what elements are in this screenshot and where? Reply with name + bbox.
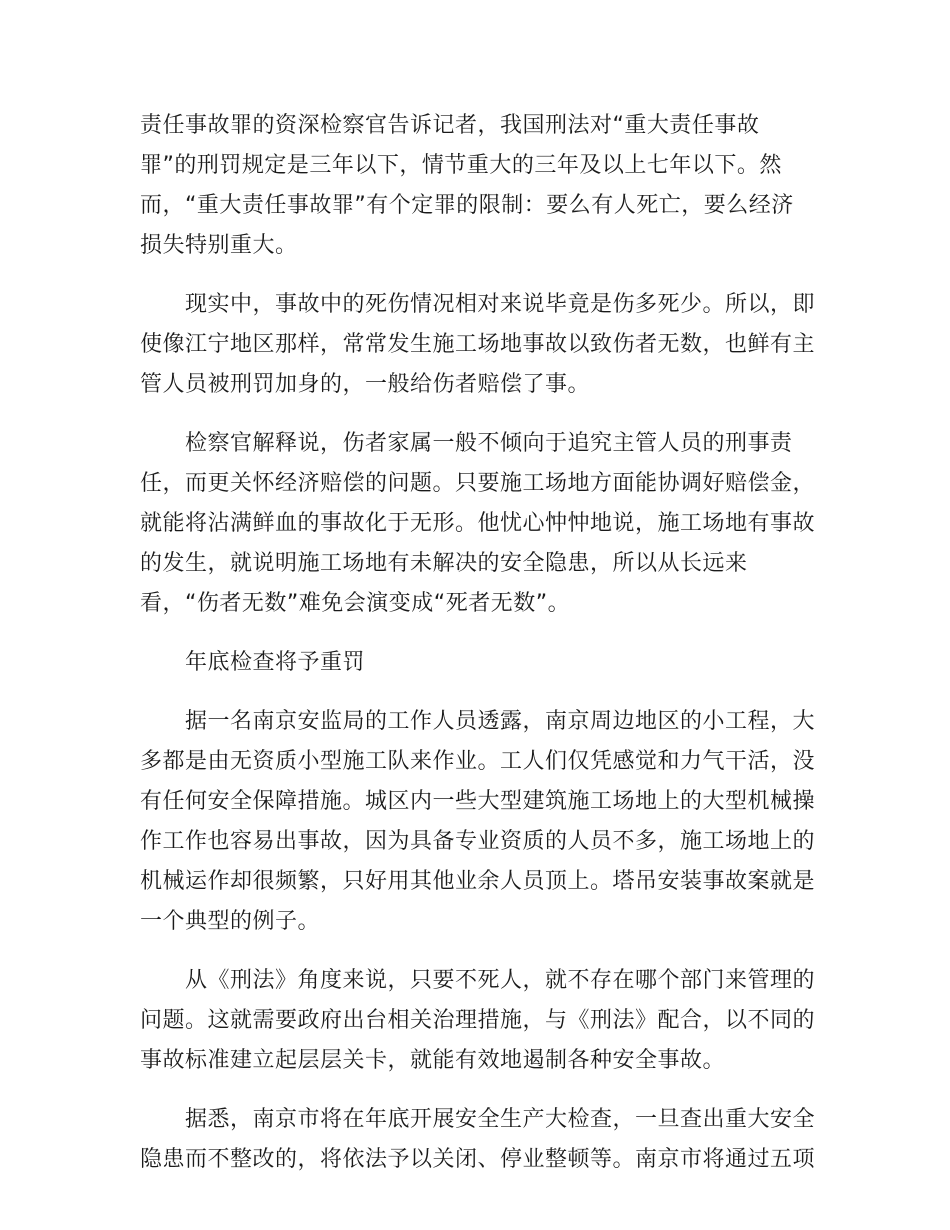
document-body: [140, 106, 816, 1180]
text-line: 损失特别重大。: [140, 233, 298, 258]
text-line: 检察官解释说，伤者家属一般不倾向于追究主管人员的刑事责: [185, 431, 793, 456]
text-line: 管人员被刑罚加身的，一般给伤者赔偿了事。: [140, 372, 591, 397]
text-line: 多都是由无资质小型施工队来作业。工人们仅凭感觉和力气干活，没: [140, 749, 816, 774]
section-heading: [140, 643, 800, 683]
text-line: 责任事故罪的资深检察官告诉记者，我国刑法对“重大责任事故: [140, 113, 760, 138]
text-line: 据一名南京安监局的工作人员透露，南京周边地区的小工程，大: [185, 709, 816, 734]
text-line: 有任何安全保障措施。城区内一些大型建筑施工场地上的大型机械操: [140, 789, 816, 814]
text-line: 作工作也容易出事故，因为具备专业资质的人员不多，施工场地上的: [140, 829, 816, 854]
text-line: 隐患而不整改的，将依法予以关闭、停业整顿等。南京市将通过五项: [140, 1147, 816, 1172]
text-line: 看，“伤者无数”难免会演变成“死者无数”。: [140, 591, 571, 616]
text-line: 事故标准建立起层层关卡，就能有效地遏制各种安全事故。: [140, 1048, 726, 1073]
text-line: 现实中，事故中的死伤情况相对来说毕竟是伤多死少。所以，即: [185, 292, 816, 317]
text-line: 罪”的刑罚规定是三年以下，情节重大的三年及以上七年以下。然: [140, 153, 782, 178]
text-line: 问题。这就需要政府出台相关治理措施，与《刑法》配合，以不同的: [140, 1008, 816, 1033]
text-line: 据悉，南京市将在年底开展安全生产大检查，一旦查出重大安全: [185, 1107, 816, 1132]
paragraph-1: [140, 106, 800, 266]
text-line: 机械运作却很频繁，只好用其他业余人员顶上。塔吊安装事故案就是: [140, 869, 816, 894]
paragraph-5: [140, 702, 816, 942]
text-line: 任，而更关怀经济赔偿的问题。只要施工场地方面能协调好赔偿金，: [140, 471, 816, 496]
text-line: 的发生，就说明施工场地有未解决的安全隐患，所以从长远来: [140, 551, 748, 576]
paragraph-3: [140, 424, 816, 624]
text-line: 一个典型的例子。: [140, 909, 321, 934]
section-heading-text: 年底检查将予重罚: [185, 650, 366, 675]
text-line: 使像江宁地区那样，常常发生施工场地事故以致伤者无数，也鲜有主: [140, 332, 816, 357]
paragraph-2: [140, 285, 816, 405]
text-line: 从《刑法》角度来说，只要不死人，就不存在哪个部门来管理的: [185, 968, 816, 993]
paragraph-7: [140, 1100, 816, 1180]
text-line: 就能将沾满鲜血的事故化于无形。他忧心忡忡地说，施工场地有事故: [140, 511, 816, 536]
paragraph-6: [140, 961, 816, 1081]
text-line: 而，“重大责任事故罪”有个定罪的限制：要么有人死亡，要么经济: [140, 193, 794, 218]
